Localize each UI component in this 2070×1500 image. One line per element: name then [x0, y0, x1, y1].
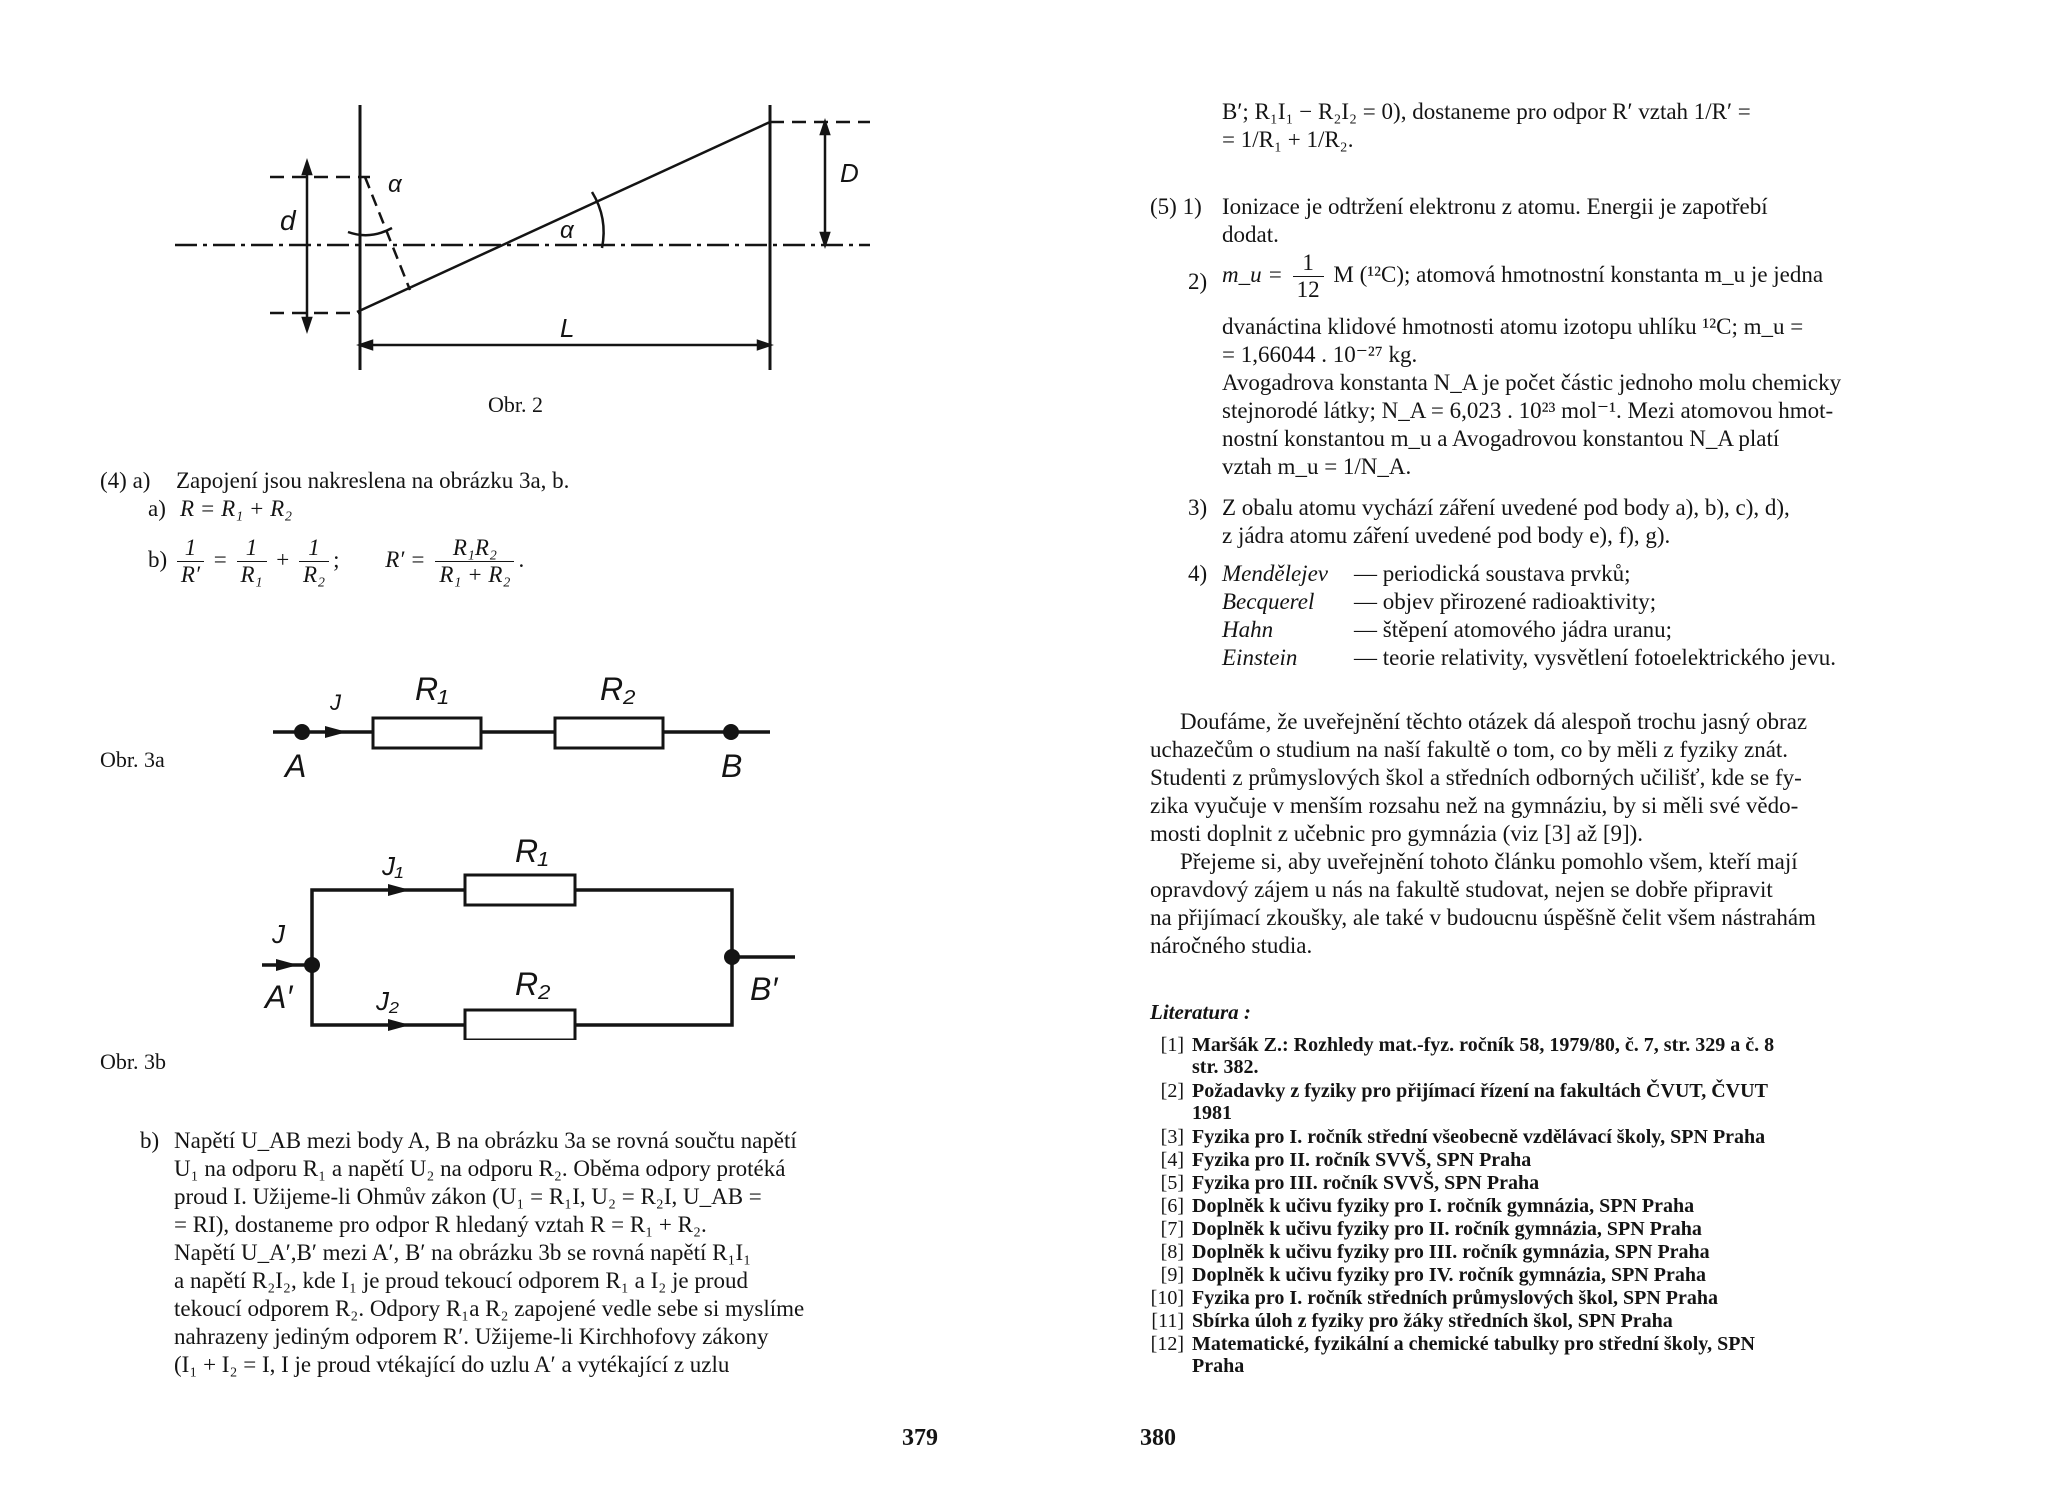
frac2-num: 1 [237, 535, 267, 562]
reference-number: [11] [1151, 1310, 1184, 1332]
q5-item2-line: = 1,66044 . 10⁻²⁷ kg. [1222, 342, 1418, 367]
q5-number: (5) 1) [1150, 194, 1202, 219]
fig3b-R2-label: R₂ [515, 966, 551, 1002]
fig3b-A-label: A′ [265, 979, 293, 1015]
closing-line: Studenti z průmyslových škol a středních odborných učilišť, kde se fy- [1150, 765, 1802, 790]
fig2-caption: Obr. 2 [488, 392, 543, 417]
reference-item [1140, 1195, 1980, 1217]
mu-frac-num: 1 [1293, 250, 1324, 277]
semicolon: ; [333, 546, 340, 572]
reference-number: [10] [1150, 1287, 1184, 1309]
reference-text: Matematické, fyzikální a chemické tabulky pro střední školy, SPN [1192, 1333, 1755, 1355]
fig3a-caption: Obr. 3a [100, 747, 165, 772]
figure-2-diagram [170, 100, 890, 380]
scientist-desc: — teorie relativity, vysvětlení fotoelektrického jevu. [1354, 645, 1836, 670]
reference-text: Maršák Z.: Rozhledy mat.-fyz. ročník 58, 1979/80, č. 7, str. 329 a č. 8 [1192, 1034, 1775, 1056]
closing-line: náročného studia. [1150, 933, 1313, 958]
scientist-name: Einstein [1222, 645, 1298, 670]
reference-item [1140, 1287, 1980, 1309]
para-b-line: Napětí U_AB mezi body A, B na obrázku 3a se rovná součtu napětí [174, 1128, 797, 1153]
reference-number: [5] [1160, 1172, 1184, 1194]
mu-frac-den: 12 [1296, 277, 1320, 302]
fig3a-B-label: B [721, 748, 743, 784]
q4-a-formula: R = R₁ + R₂ [180, 496, 293, 521]
fig3a-R2-label: R₂ [600, 671, 636, 707]
page-number-left: 379 [902, 1425, 938, 1451]
continuation-line: = 1/R₁ + 1/R₂. [1222, 127, 1354, 152]
reference-text: Fyzika pro I. ročník střední všeobecně vzdělávací školy, SPN Praha [1192, 1126, 1766, 1148]
fig2-alpha-label-1: α [388, 171, 402, 198]
q5-item3-prefix: 3) [1188, 495, 1208, 520]
figure-3b-parallel-circuit [250, 820, 810, 1040]
q4-b-prefix: b) [148, 546, 168, 572]
para-b-line: U₁ na odporu R₁ a napětí U₂ na odporu R₂. Oběma odpory protéká [174, 1156, 786, 1181]
reference-text: Doplněk k učivu fyziky pro II. ročník gymnázia, SPN Praha [1192, 1218, 1702, 1240]
closing-line: na přijímací zkoušky, ale také v budoucnu úspěšně čelit všem nástrahám [1150, 905, 1816, 930]
reference-item [1140, 1172, 1980, 1194]
q5-item2-text [1222, 313, 1987, 481]
q5-item2-line: vztah m_u = 1/N_A. [1222, 454, 1412, 479]
reference-item [1140, 1333, 1980, 1377]
reference-number: [6] [1160, 1195, 1184, 1217]
reference-text: Fyzika pro I. ročník středních průmyslových škol, SPN Praha [1192, 1287, 1718, 1309]
period: . [518, 546, 525, 572]
reference-item [1140, 1241, 1980, 1263]
frac3-den: R₂ [303, 562, 326, 587]
reference-text: Fyzika pro II. ročník SVVŠ, SPN Praha [1192, 1149, 1532, 1171]
q5-item4-prefix: 4) [1188, 561, 1208, 586]
scientist-desc: — periodická soustava prvků; [1354, 561, 1631, 586]
scientist-name: Hahn [1222, 617, 1274, 642]
closing-line: zika vyučuje v menším rozsahu než na gymnáziu, by si měli své vědo- [1150, 793, 1799, 818]
scientist-desc: — objev přirozené radioaktivity; [1354, 589, 1657, 614]
closing-line: Přejeme si, aby uveřejnění tohoto článku pomohlo všem, kteří mají [1180, 849, 1798, 874]
reference-text: Sbírka úloh z fyziky pro žáky středních škol, SPN Praha [1192, 1310, 1673, 1332]
reference-number: [12] [1150, 1333, 1184, 1355]
closing-line: uchazečům o studium na naší fakultě o tom, co by měli z fyziky znát. [1150, 737, 1789, 762]
para-b-line: proud I. Užijeme-li Ohmův zákon (U₁ = R₁I, U₂ = R₂I, U_AB = [174, 1184, 762, 1209]
reference-item [1140, 1034, 1980, 1078]
reference-text: 1981 [1192, 1102, 1232, 1124]
continuation-line: B′; R₁I₁ − R₂I₂ = 0), dostaneme pro odpor R′ vztah 1/R′ = [1222, 99, 1751, 124]
reference-number: [4] [1160, 1149, 1184, 1171]
q5-item2-line: nostní konstantou m_u a Avogadrovou konstantou N_A platí [1222, 426, 1780, 451]
closing-line: Doufáme, že uveřejnění těchto otázek dá alespoň trochu jasný obraz [1180, 709, 1808, 734]
closing-paragraph-1 [1150, 708, 1988, 848]
para-b-line: a napětí R₂I₂, kde I₁ je proud tekoucí odporem R₁ a I₂ je proud [174, 1268, 749, 1293]
reference-number: [3] [1160, 1126, 1184, 1148]
scientist-row [1222, 644, 1987, 672]
frac3-num: 1 [299, 535, 329, 562]
fig3b-J1-label: J₁ [382, 851, 404, 881]
reference-item [1140, 1126, 1980, 1148]
para-b-line: = RI), dostaneme pro odpor R hledaný vztah R = R₁ + R₂. [174, 1212, 707, 1237]
reference-item [1140, 1080, 1980, 1124]
eq-sign: = [213, 546, 227, 572]
frac4-num: R₁R₂ [435, 535, 514, 562]
fig2-L-label: L [560, 313, 575, 343]
reference-text: Fyzika pro III. ročník SVVŠ, SPN Praha [1192, 1172, 1540, 1194]
closing-line: mosti doplnit z učebnic pro gymnázia (viz [3] až [9]). [1150, 821, 1644, 846]
fig3a-J-label: J [330, 690, 341, 715]
fig3b-caption: Obr. 3b [100, 1049, 166, 1074]
reference-number: [7] [1160, 1218, 1184, 1240]
para-b-line: tekoucí odporem R₂. Odpory R₁a R₂ zapojené vedle sebe si myslíme [174, 1296, 805, 1321]
reference-text: Doplněk k učivu fyziky pro IV. ročník gymnázia, SPN Praha [1192, 1264, 1706, 1286]
scientist-row [1222, 588, 1987, 616]
fig2-d-label: d [280, 205, 296, 236]
fig2-alpha-label-2: α [560, 217, 574, 244]
q4-number: (4) a) [100, 468, 151, 493]
reference-text: str. 382. [1192, 1056, 1259, 1078]
right-top-continuation [1222, 98, 1987, 154]
para-b-line: (I₁ + I₂ = I, I je proud vtékající do uzlu A′ a vytékající z uzlu [174, 1352, 730, 1377]
figure-3a-series-circuit [265, 660, 785, 790]
reference-number: [2] [1160, 1080, 1184, 1102]
reference-number: [1] [1160, 1034, 1184, 1056]
q5-item2-line: Avogadrova konstanta N_A je počet částic jednoho molu chemicky [1222, 370, 1842, 395]
scientist-row [1222, 560, 1987, 588]
q5-item2-line: dvanáctina klidové hmotnosti atomu izotopu uhlíku ¹²C; m_u = [1222, 314, 1804, 339]
q5-item4-list [1222, 560, 1987, 672]
frac2-den: R₁ [240, 562, 263, 587]
frac4-den: R₁ + R₂ [439, 562, 511, 587]
scientist-row [1222, 616, 1987, 644]
scientist-name: Becquerel [1222, 589, 1315, 614]
q5-item1 [1222, 193, 1987, 249]
reference-text: Doplněk k učivu fyziky pro I. ročník gymnázia, SPN Praha [1192, 1195, 1695, 1217]
q5-item2-formula [1222, 250, 1823, 303]
closing-paragraph-2 [1150, 848, 1988, 960]
q5-item3-line: Z obalu atomu vychází záření uvedené pod body a), b), c), d), [1222, 495, 1790, 520]
reference-text: Požadavky z fyziky pro přijímací řízení na fakultách ČVUT, ČVUT [1192, 1080, 1768, 1102]
q5-item3-line: z jádra atomu záření uvedené pod body e), f), g). [1222, 523, 1671, 548]
reference-number: [9] [1160, 1264, 1184, 1286]
fig3b-J-label: J [272, 919, 285, 949]
scientist-name: Mendělejev [1222, 561, 1328, 586]
q5-item2-prefix: 2) [1188, 269, 1208, 294]
mu-eq: m_u = [1222, 261, 1283, 287]
reference-text: Praha [1192, 1355, 1245, 1377]
reference-item [1140, 1264, 1980, 1286]
scientist-desc: — štěpení atomového jádra uranu; [1354, 617, 1673, 642]
frac1-num: 1 [177, 535, 204, 562]
frac1-den: R′ [180, 562, 201, 587]
page-number-right: 380 [1140, 1425, 1176, 1451]
q4-a-prefix: a) [148, 496, 166, 521]
reference-item [1140, 1218, 1980, 1240]
fig3a-R1-label: R₁ [415, 671, 449, 707]
mu-rest: M (¹²C); atomová hmotnostní konstanta m_u je jedna [1333, 261, 1824, 287]
q5-item1-line: dodat. [1222, 222, 1279, 247]
q4-line1: Zapojení jsou nakreslena na obrázku 3a, b. [176, 468, 570, 493]
fig2-D-label: D [840, 158, 859, 188]
literature-heading: Literatura : [1150, 1000, 1251, 1024]
reference-item [1140, 1149, 1980, 1171]
fig3b-J2-label: J₂ [376, 986, 399, 1016]
plus-sign: + [276, 546, 290, 572]
q5-item3 [1222, 494, 1987, 550]
q5-item1-line: Ionizace je odtržení elektronu z atomu. Energii je zapotřebí [1222, 194, 1768, 219]
reference-text: Doplněk k učivu fyziky pro III. ročník gymnázia, SPN Praha [1192, 1241, 1710, 1263]
q4-b-formula [148, 535, 524, 588]
para-b-line: nahrazeny jediným odporem R′. Užijeme-li Kirchhofovy zákony [174, 1324, 769, 1349]
fig3b-R1-label: R₁ [515, 833, 549, 869]
para-b-line: Napětí U_A′,B′ mezi A′, B′ na obrázku 3b se rovná napětí R₁I₁ [174, 1240, 752, 1265]
para-b-prefix: b) [140, 1128, 160, 1153]
fig3a-A-label: A [285, 748, 307, 784]
fig3b-B-label: B′ [750, 971, 778, 1007]
reference-number: [8] [1160, 1241, 1184, 1263]
r-prime-eq: R′ = [385, 546, 426, 572]
q5-item2-line: stejnorodé látky; N_A = 6,023 . 10²³ mol⁻¹. Mezi atomovou hmot- [1222, 398, 1834, 423]
closing-line: opravdový zájem u nás na fakultě studovat, nejen se dobře připravit [1150, 877, 1773, 902]
reference-item [1140, 1310, 1980, 1332]
para-b-text [174, 1127, 944, 1379]
